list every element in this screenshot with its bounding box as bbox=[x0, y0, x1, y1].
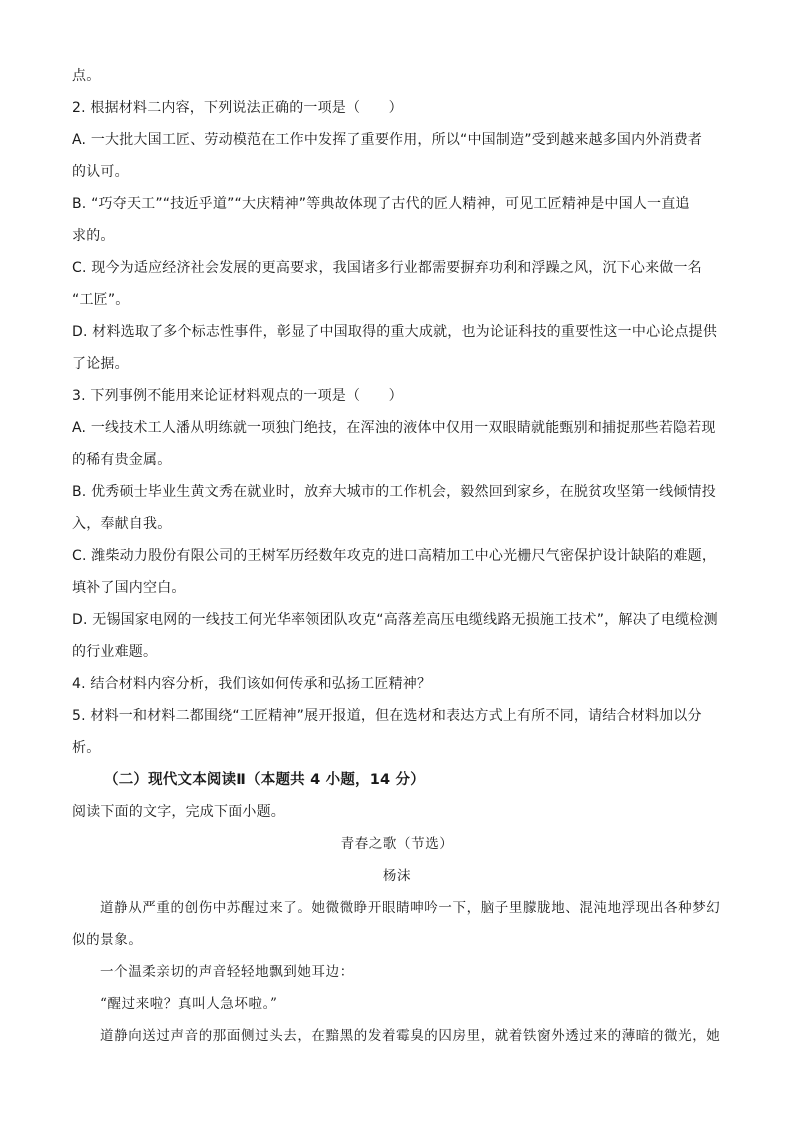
option-3b: B. 优秀硕士毕业生黄文秀在就业时，放弃大城市的工作机会，毅然回到家乡，在脱贫攻坚第一线倾情投 bbox=[72, 484, 716, 500]
option-2c: C. 现今为适应经济社会发展的更高要求，我国诸多行业都需要摒弃功利和浮躁之风，沉下心来做一名 bbox=[72, 260, 702, 276]
instruction-text: 阅读下面的文字，完成下面小题。 bbox=[72, 804, 285, 820]
story-paragraph: 道静从严重的创伤中苏醒过来了。她微微睁开眼睛呻吟一下，脑子里朦胧地、混沌地浮现出各种梦幻 bbox=[100, 900, 721, 916]
question-2: 2. 根据材料二内容，下列说法正确的一项是（ ） bbox=[72, 100, 403, 116]
text-line: 的行业难题。 bbox=[72, 644, 158, 660]
text-line: 的认可。 bbox=[72, 164, 129, 180]
story-author: 杨沫 bbox=[382, 868, 412, 884]
option-3d: D. 无锡国家电网的一线技工何光华率领团队攻克“高落差高压电缆线路无损施工技术”，解决了电缆检测 bbox=[72, 612, 718, 628]
option-2a: A. 一大批大国工匠、劳动模范在工作中发挥了重要作用，所以“中国制造”受到越来越多国内外消费者 bbox=[72, 132, 703, 148]
text-line: 了论据。 bbox=[72, 356, 129, 372]
story-paragraph: 道静向送过声音的那面侧过头去，在黯黑的发着霉臭的囚房里，就着铁窗外透过来的薄暗的微光，她 bbox=[100, 1028, 721, 1044]
question-5: 5. 材料一和材料二都围绕“工匠精神”展开报道，但在选材和表达方式上有所不同，请结合材料加以分 bbox=[72, 708, 702, 724]
text-line: 求的。 bbox=[72, 228, 115, 244]
text-line: 析。 bbox=[72, 740, 101, 756]
story-title: 青春之歌（节选） bbox=[340, 836, 454, 852]
option-3c: C. 潍柴动力股份有限公司的王树军历经数年攻克的进口高精加工中心光栅尺气密保护设计缺陷的难题， bbox=[72, 548, 717, 564]
option-3a: A. 一线技术工人潘从明练就一项独门绝技，在浑浊的液体中仅用一双眼睛就能甄别和捕捉那些若隐若现 bbox=[72, 420, 716, 436]
text-line: 填补了国内空白。 bbox=[72, 580, 186, 596]
text-line: 点。 bbox=[72, 68, 101, 84]
option-2b: B. “巧夺天工”“技近乎道”“大庆精神”等典故体现了古代的匠人精神，可见工匠精神是中国人一直追 bbox=[72, 196, 690, 212]
text-line: 入，奉献自我。 bbox=[72, 516, 172, 532]
text-line: 的稀有贵金属。 bbox=[72, 452, 172, 468]
text-line: “工匠”。 bbox=[72, 292, 130, 308]
story-paragraph: 似的景象。 bbox=[72, 932, 143, 948]
story-paragraph: “醒过来啦？真叫人急坏啦。” bbox=[100, 996, 278, 1012]
story-paragraph: 一个温柔亲切的声音轻轻地飘到她耳边： bbox=[100, 964, 354, 980]
option-2d: D. 材料选取了多个标志性事件，彰显了中国取得的重大成就，也为论证科技的重要性这一中心论点提供 bbox=[72, 324, 718, 340]
question-4: 4. 结合材料内容分析，我们该如何传承和弘扬工匠精神？ bbox=[72, 676, 432, 692]
question-3: 3. 下列事例不能用来论证材料观点的一项是（ ） bbox=[72, 388, 403, 404]
section-heading: （二）现代文本阅读Ⅱ（本题共 4 小题，14 分） bbox=[104, 772, 425, 788]
